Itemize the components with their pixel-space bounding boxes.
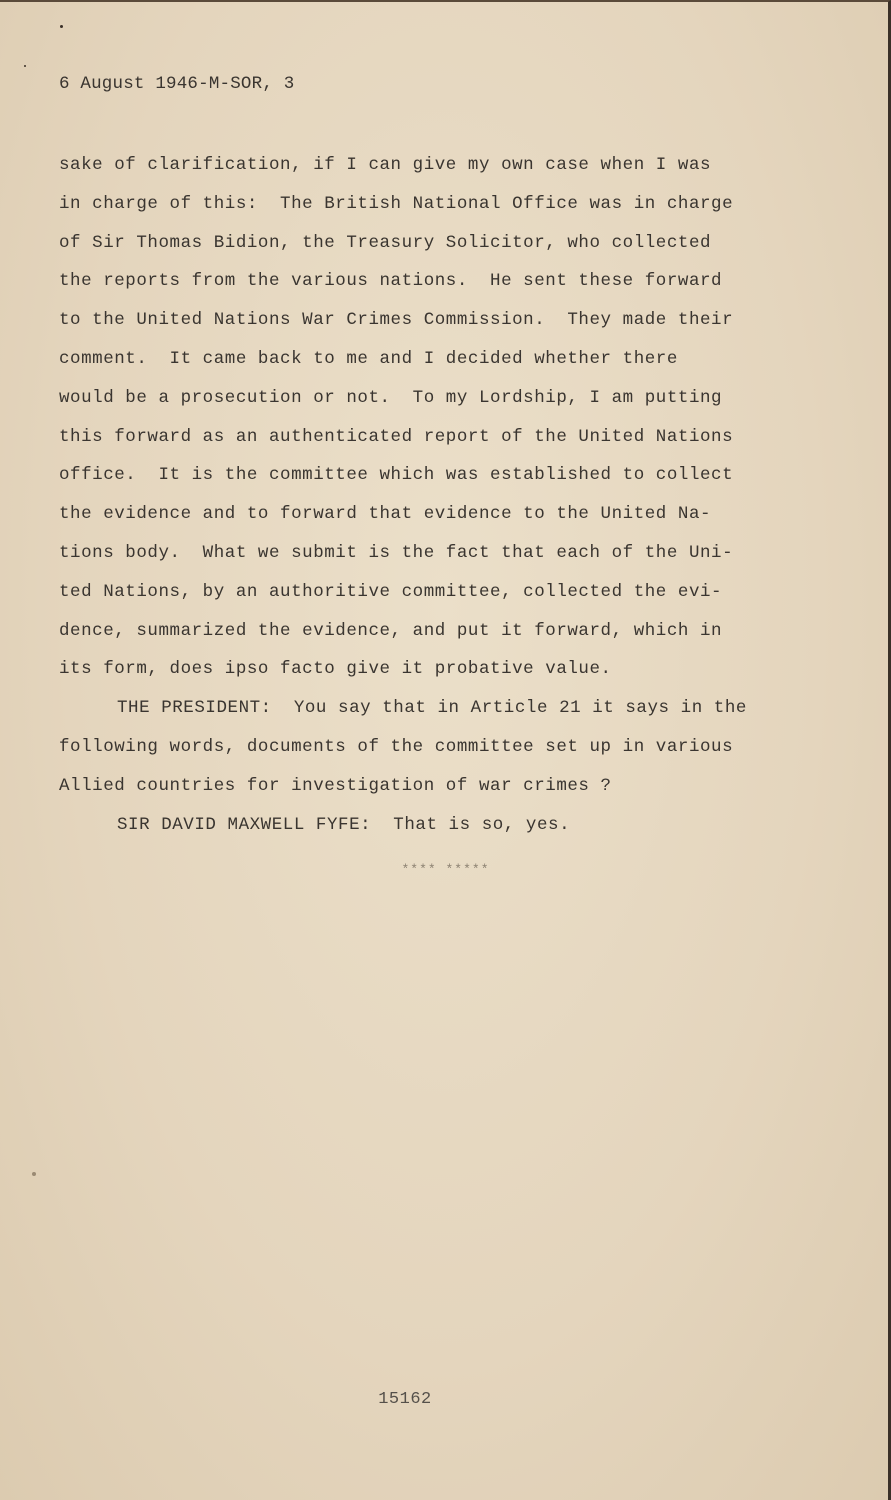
transcript-line: would be a prosecution or not. To my Lordship, I am putting [59, 387, 723, 408]
fyfe-statement-line: SIR DAVID MAXWELL FYFE: That is so, yes. [117, 814, 571, 835]
transcript-line: comment. It came back to me and I decided whether there [59, 348, 678, 369]
transcript-line: sake of clarification, if I can give my own case when I was [59, 155, 712, 175]
transcript-line: dence, summarized the evidence, and put it forward, which in [59, 620, 723, 641]
page-number: 15162 [378, 1390, 432, 1409]
paper-speck [32, 1172, 36, 1176]
ink-speck [60, 25, 63, 28]
transcript-line: tions body. What we submit is the fact that each of the Uni- [59, 542, 734, 563]
ink-speck [24, 65, 26, 67]
transcript-line: in charge of this: The British National Office was in charge [59, 193, 734, 214]
transcript-line: the reports from the various nations. He sent these forward [59, 271, 723, 292]
transcript-line: following words, documents of the committee set up in various [59, 736, 734, 757]
transcript-line: this forward as an authenticated report of the United Nations [59, 426, 734, 447]
transcript-body [59, 146, 789, 844]
president-statement-line: THE PRESIDENT: You say that in Article 21 it says in the [117, 698, 747, 719]
transcript-line: its form, does ipso facto give it probative value. [59, 659, 612, 680]
section-separator: **** ***** [401, 862, 490, 877]
transcript-line: Allied countries for investigation of war crimes ? [59, 775, 612, 796]
transcript-line: ted Nations, by an authoritive committee, collected the evi- [59, 581, 723, 602]
transcript-line: to the United Nations War Crimes Commission. They made their [59, 310, 734, 331]
transcript-line: office. It is the committee which was established to collect [59, 465, 734, 486]
transcript-line: of Sir Thomas Bidion, the Treasury Solicitor, who collected [59, 232, 712, 253]
transcript-line: the evidence and to forward that evidence to the United Na- [59, 504, 712, 525]
document-reference: 6 August 1946-M-SOR, 3 [59, 74, 295, 94]
